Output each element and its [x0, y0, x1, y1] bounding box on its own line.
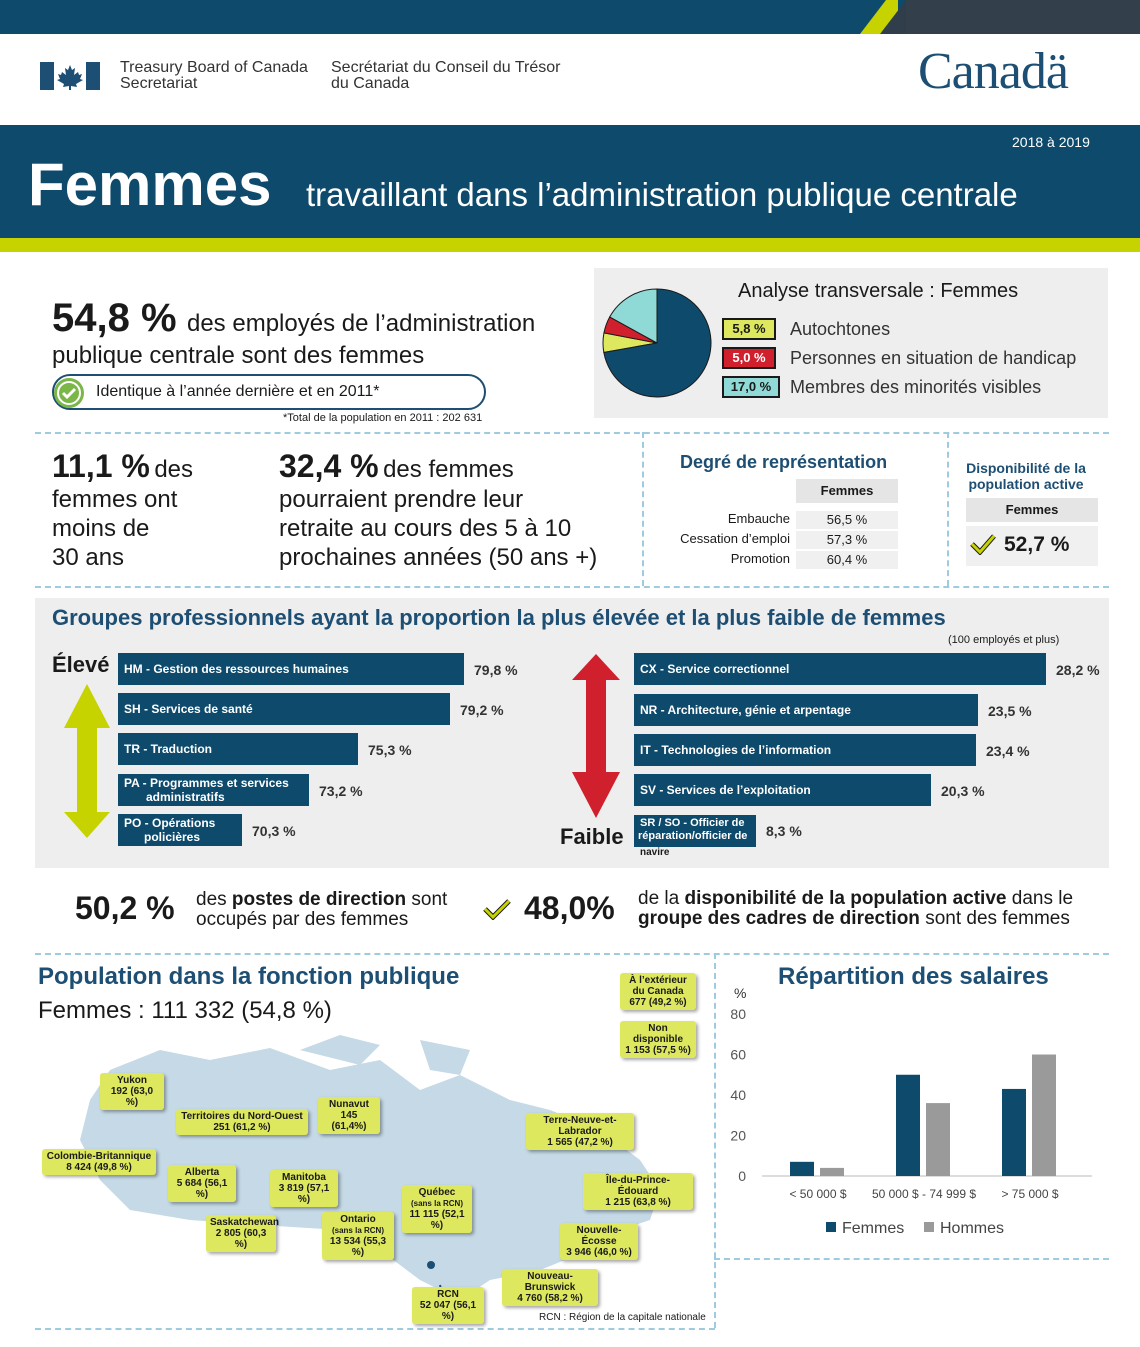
representation-row-value: 60,4 % [796, 551, 898, 569]
representation-row-value: 57,3 % [796, 531, 898, 549]
low-group-value: 20,3 % [941, 783, 985, 799]
year-label: 2018 à 2019 [1012, 134, 1090, 150]
representation-title: Degré de représentation [680, 452, 888, 472]
bar-label: TR - Traduction [124, 742, 212, 756]
region-tag [176, 1109, 308, 1135]
tag-line: 145 (61,4%) [331, 1110, 367, 1132]
y-tick-label: 80 [730, 1006, 746, 1022]
text: groupe des cadres de direction [638, 908, 920, 929]
tag-line: Territoires du Nord-Ouest [181, 1111, 303, 1122]
x-tick-label: < 50 000 $ [789, 1187, 847, 1201]
check-circle-icon [54, 378, 84, 408]
low-group-bar [634, 694, 978, 726]
region-tag [168, 1165, 236, 1202]
tag-line: Labrador [558, 1126, 602, 1137]
bar-label: IT - Technologies de l’information [640, 743, 832, 757]
low-group-bar [634, 774, 931, 806]
age-text: des [154, 456, 194, 483]
high-group-bar [118, 814, 242, 846]
bar-hommes-1 [926, 1103, 950, 1176]
legend-swatch [826, 1222, 836, 1232]
visible-minority-pct-tag: 17,0 % [722, 376, 780, 398]
tag-line: Nouveau-Brunswick [524, 1271, 576, 1293]
low-group-value: 23,4 % [986, 743, 1030, 759]
page-subtitle: travaillant dans l’administration publique centrale [306, 176, 1018, 213]
region-tag [270, 1170, 338, 1207]
salary-chart-title: Répartition des salaires [778, 963, 1049, 990]
bar-femmes-1 [896, 1075, 920, 1176]
region-tag [206, 1215, 279, 1252]
region-tag [412, 1287, 484, 1324]
text: sont [406, 889, 448, 910]
tag-line: 4 760 (58,2 %) [517, 1293, 583, 1304]
checkmark-icon [483, 898, 511, 920]
groups-note: (100 employés et plus) [948, 634, 1060, 646]
population-subtitle: Femmes : 111 332 (54,8 %) [38, 997, 332, 1024]
summary-text-1: des employés de l’administration [186, 310, 536, 337]
separator [35, 586, 1109, 588]
canada-flag-icon [40, 62, 100, 90]
page-title: Femmes [28, 151, 272, 218]
bar-hommes-2 [1032, 1055, 1056, 1177]
tag-line: Saskatchewan [210, 1217, 279, 1228]
region-tag [100, 1073, 164, 1110]
x-tick-label: 50 000 $ - 74 999 $ [871, 1187, 977, 1201]
separator [714, 953, 716, 1328]
high-group-bar [118, 653, 464, 685]
department-name-fr: Secrétariat du Conseil du Trésor du Canada [331, 59, 561, 92]
region-tag [620, 973, 696, 1010]
tag-line: du Canada [632, 986, 684, 997]
age-text: femmes ont [52, 486, 178, 513]
bar-label: policières [144, 830, 201, 844]
tag-line: 1 565 (47,2 %) [547, 1137, 613, 1148]
representation-row-label: Embauche [727, 511, 790, 526]
text: sont des femmes [919, 908, 1070, 929]
tag-line: 8 424 (49,8 %) [66, 1162, 132, 1173]
retirement-text: prochaines années (50 ans +) [279, 544, 598, 571]
y-tick-label: 20 [730, 1127, 746, 1144]
ncr-note: RCN : Région de la capitale nationale [539, 1312, 706, 1323]
checkmark-icon [970, 533, 996, 555]
region-tag [502, 1269, 598, 1306]
executive-availability-pct: 48,0% [524, 890, 615, 926]
tag-line: Québec [418, 1187, 456, 1198]
executive-availability-text [638, 889, 1073, 929]
text: de la [638, 888, 685, 909]
retirement-pct: 32,4 % [279, 448, 379, 484]
tag-line: 1 153 (57,5 %) [625, 1045, 691, 1056]
y-axis-label: % [734, 985, 747, 1001]
availability-column-header: Femmes [966, 498, 1098, 522]
availability-title: Disponibilité de la population active [966, 460, 1086, 492]
summary-pct: 54,8 % [52, 296, 177, 340]
y-tick-label: 60 [730, 1046, 746, 1063]
pill-text: Identique à l’année dernière et en 2011* [96, 383, 380, 400]
low-group-value: 23,5 % [988, 703, 1032, 719]
visible-minority-label: Membres des minorités visibles [790, 377, 1042, 397]
bar-label: HM - Gestion des ressources humaines [124, 662, 349, 676]
separator [35, 953, 1109, 955]
legend-label: Femmes [842, 1220, 905, 1237]
high-group-value: 70,3 % [252, 823, 296, 839]
bar-label: administratifs [146, 790, 225, 804]
tag-line: (sans la RCN) [410, 1199, 463, 1208]
legend-label: Hommes [940, 1220, 1005, 1237]
age-stat [52, 448, 242, 572]
executive-positions-pct: 50,2 % [75, 890, 175, 926]
low-group-bar [634, 815, 756, 847]
low-group-bar [634, 734, 976, 766]
high-group-bar [118, 774, 309, 806]
region-tag [560, 1223, 638, 1260]
executive-positions-text [196, 890, 447, 930]
separator [947, 432, 949, 586]
legend-swatch [924, 1222, 934, 1232]
bar-label: PO - Opérations [124, 816, 216, 830]
text: dans le [1006, 888, 1074, 909]
tag-line: 2 805 (60,3 %) [215, 1228, 267, 1250]
bar-label: NR - Architecture, génie et arpentage [640, 703, 851, 717]
bar-label: PA - Programmes et services [124, 776, 289, 790]
population-title: Population dans la fonction publique [38, 963, 460, 990]
high-group-value: 79,8 % [474, 662, 518, 678]
tag-line: Île-du-Prince-Édouard [606, 1175, 670, 1197]
text: disponibilité de la population active [684, 888, 1007, 909]
department-name-en: Treasury Board of Canada Secretariat [120, 59, 308, 92]
tag-line: Colombie-Britannique [46, 1151, 152, 1162]
tag-line: 11 115 (52,1 %) [409, 1209, 465, 1231]
tag-line: 192 (63,0 %) [110, 1086, 154, 1108]
retirement-stat [279, 448, 639, 572]
salary-chart [726, 984, 1110, 1254]
tag-line: 1 215 (63,8 %) [605, 1197, 671, 1208]
tag-line: 251 (61,2 %) [213, 1122, 271, 1133]
indigenous-label: Autochtones [790, 319, 891, 339]
age-text: 30 ans [52, 544, 125, 571]
high-group-value: 75,3 % [368, 742, 412, 758]
tag-line: Nunavut [329, 1099, 369, 1110]
bar-label: SR / SO - Officier de [640, 817, 745, 829]
region-tag [322, 1212, 394, 1260]
tag-line: 3 946 (46,0 %) [566, 1247, 632, 1258]
bar-label: réparation/officier de [638, 830, 748, 842]
high-group-bar [118, 733, 358, 765]
bar-label: SV - Services de l’exploitation [640, 783, 811, 797]
tag-line: Yukon [116, 1075, 147, 1086]
region-tag [620, 1021, 696, 1058]
top-bar-dark-slant [880, 0, 906, 34]
x-tick-label: > 75 000 $ [1001, 1187, 1059, 1201]
high-label: Élevé [52, 652, 110, 677]
high-group-bar [118, 693, 450, 725]
intersection-title: Analyse transversale : Femmes [738, 280, 1019, 302]
disability-label: Personnes en situation de handicap [790, 348, 1077, 368]
tag-line: Terre-Neuve-et- [543, 1115, 617, 1126]
summary-stat [52, 296, 535, 341]
tag-line: 13 534 (55,3 %) [329, 1236, 387, 1258]
text: des [196, 889, 232, 910]
low-label: Faible [560, 824, 624, 849]
representation-row-label: Cessation d’emploi [680, 531, 790, 546]
low-group-bar [634, 653, 1046, 685]
title-underline [0, 238, 1140, 252]
tag-line: RCN [437, 1289, 459, 1300]
low-group-value: 28,2 % [1056, 662, 1100, 678]
tag-line: (sans la RCN) [331, 1226, 384, 1235]
bar-femmes-2 [1002, 1089, 1026, 1176]
text: postes de direction [231, 889, 407, 910]
indigenous-pct-tag: 5,8 % [722, 318, 776, 340]
retirement-text: pourraient prendre leur [279, 486, 524, 513]
region-tag [42, 1149, 156, 1175]
tag-line: Non disponible [633, 1023, 683, 1045]
representation-row-value: 56,5 % [796, 511, 898, 529]
high-group-value: 79,2 % [460, 702, 504, 718]
tag-line: Nouvelle-Écosse [576, 1225, 622, 1247]
y-tick-label: 40 [730, 1087, 746, 1103]
region-tag [318, 1097, 380, 1134]
text: occupés par des femmes [196, 909, 409, 930]
region-tag [526, 1113, 634, 1150]
tag-line: Alberta [184, 1167, 220, 1178]
tag-line: 5 684 (56,1 %) [176, 1178, 228, 1200]
retirement-text: des femmes [383, 456, 514, 483]
groups-title: Groupes professionnels ayant la proportion la plus élevée et la plus faible de femmes [52, 605, 946, 630]
down-arrow-icon [570, 652, 622, 820]
low-group-value: 8,3 % [766, 823, 802, 839]
intersection-pie-chart [600, 286, 714, 400]
canada-wordmark: Canadä [918, 43, 1068, 100]
bar-label: navire [640, 847, 670, 858]
separator [714, 1258, 1109, 1260]
summary-text-2: publique centrale sont des femmes [52, 342, 425, 369]
up-arrow-icon [62, 682, 112, 840]
bar-femmes-0 [790, 1162, 814, 1176]
tag-line: Manitoba [282, 1172, 326, 1183]
representation-column-header: Femmes [796, 479, 898, 503]
y-tick-label: 0 [738, 1168, 746, 1184]
disability-pct-tag: 5,0 % [722, 347, 776, 369]
availability-value: 52,7 % [1004, 533, 1070, 556]
tag-line: Ontario [340, 1214, 376, 1225]
age-text: moins de [52, 515, 150, 542]
tag-line: À l’extérieur [629, 975, 687, 986]
footnote: *Total de la population en 2011 : 202 631 [283, 412, 483, 424]
high-group-value: 73,2 % [319, 783, 363, 799]
bar-hommes-0 [820, 1168, 844, 1176]
region-tag [583, 1173, 693, 1210]
bar-label: CX - Service correctionnel [640, 662, 790, 676]
age-pct: 11,1 % [52, 448, 150, 484]
separator [35, 1328, 715, 1330]
tag-line: 677 (49,2 %) [629, 997, 687, 1008]
representation-row-label: Promotion [730, 551, 790, 566]
region-tag [402, 1185, 472, 1233]
bar-label: SH - Services de santé [124, 702, 253, 716]
tag-line: 52 047 (56,1 %) [419, 1300, 477, 1322]
retirement-text: retraite au cours des 5 à 10 [279, 515, 572, 542]
tag-line: 3 819 (57,1 %) [278, 1183, 330, 1205]
top-bar-dark [906, 0, 1140, 34]
